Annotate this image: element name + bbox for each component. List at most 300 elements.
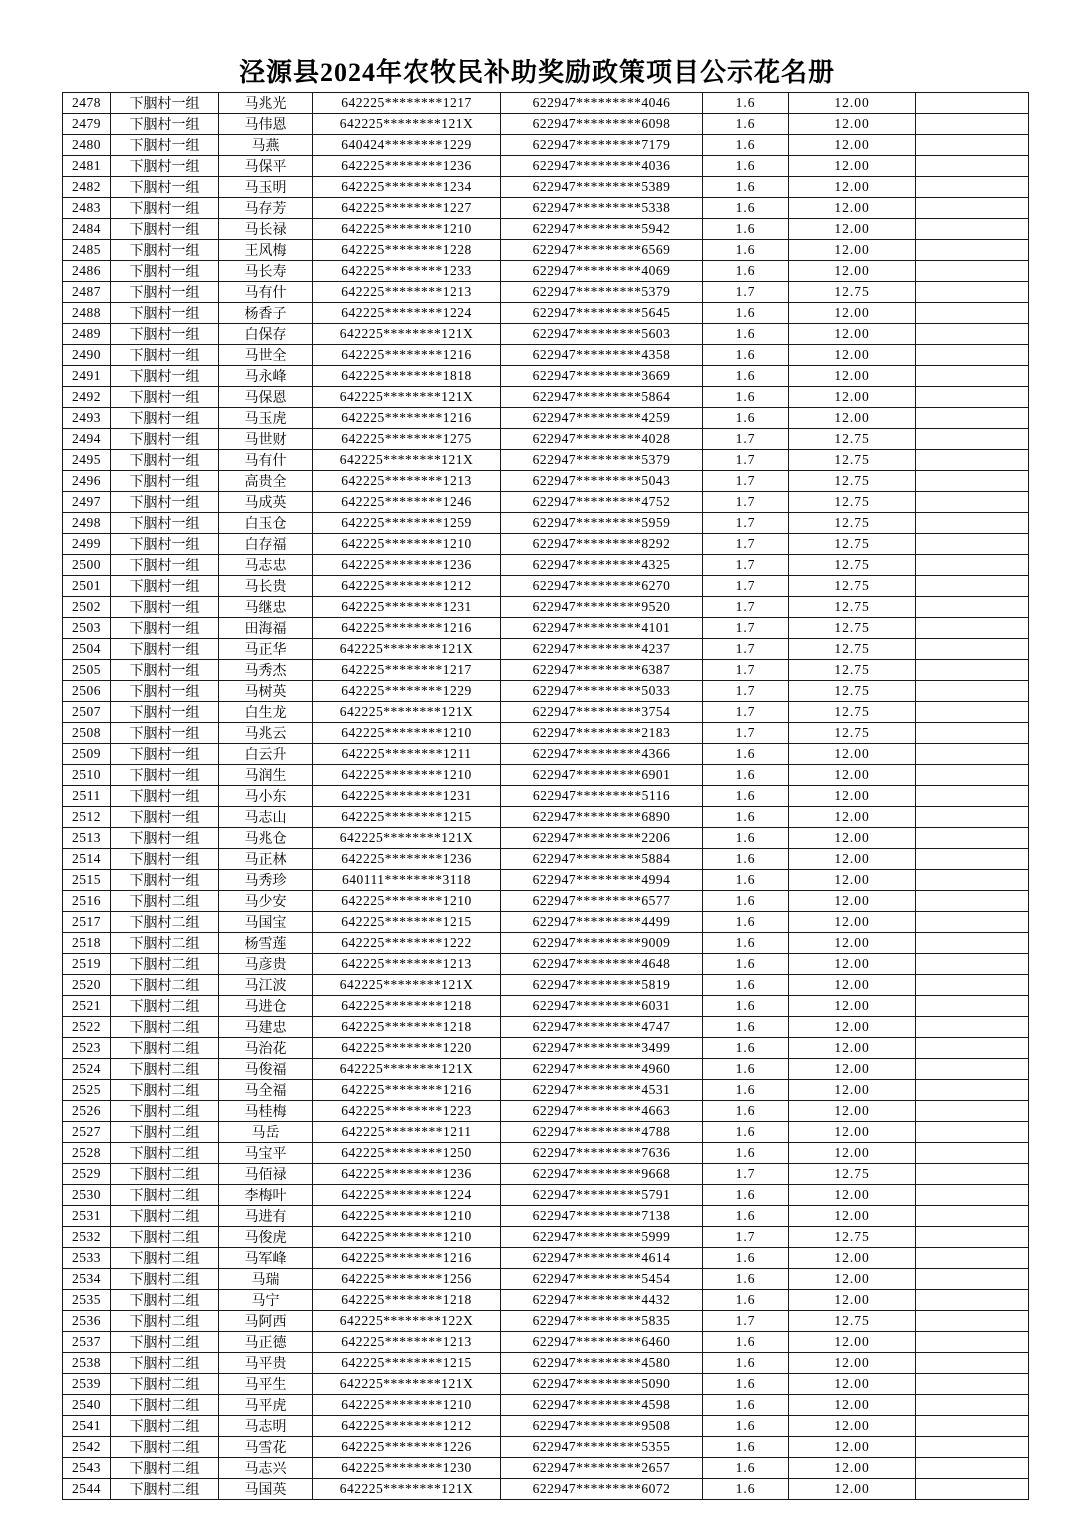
cell-rate: 1.6 <box>703 1143 789 1164</box>
cell-remark <box>916 282 1029 303</box>
cell-village-group: 下胭村一组 <box>111 618 219 639</box>
cell-remark <box>916 723 1029 744</box>
cell-rate: 1.6 <box>703 1101 789 1122</box>
cell-remark <box>916 786 1029 807</box>
cell-amount: 12.00 <box>789 1458 916 1479</box>
cell-serial: 2544 <box>63 1479 111 1500</box>
cell-amount: 12.00 <box>789 219 916 240</box>
cell-bank-account-masked: 622947*********4994 <box>501 870 703 891</box>
cell-id-number-masked: 642225********1275 <box>313 429 501 450</box>
cell-serial: 2519 <box>63 954 111 975</box>
cell-bank-account-masked: 622947*********7179 <box>501 135 703 156</box>
cell-rate: 1.6 <box>703 1479 789 1500</box>
cell-amount: 12.00 <box>789 1059 916 1080</box>
table-row <box>63 93 1029 114</box>
cell-amount: 12.00 <box>789 93 916 114</box>
cell-remark <box>916 513 1029 534</box>
cell-id-number-masked: 642225********121X <box>313 828 501 849</box>
cell-name: 马志兴 <box>219 1458 313 1479</box>
cell-serial: 2501 <box>63 576 111 597</box>
cell-serial: 2493 <box>63 408 111 429</box>
cell-name: 马秀杰 <box>219 660 313 681</box>
cell-id-number-masked: 642225********1213 <box>313 471 501 492</box>
cell-rate: 1.6 <box>703 765 789 786</box>
cell-rate: 1.6 <box>703 408 789 429</box>
table-row <box>63 618 1029 639</box>
cell-id-number-masked: 642225********1211 <box>313 744 501 765</box>
cell-bank-account-masked: 622947*********5379 <box>501 282 703 303</box>
cell-rate: 1.6 <box>703 1122 789 1143</box>
cell-rate: 1.6 <box>703 324 789 345</box>
cell-remark <box>916 912 1029 933</box>
table-row <box>63 1206 1029 1227</box>
cell-rate: 1.6 <box>703 219 789 240</box>
cell-village-group: 下胭村一组 <box>111 303 219 324</box>
table-row <box>63 1353 1029 1374</box>
cell-name: 马宁 <box>219 1290 313 1311</box>
cell-village-group: 下胭村二组 <box>111 1458 219 1479</box>
cell-remark <box>916 744 1029 765</box>
cell-remark <box>916 1206 1029 1227</box>
cell-name: 马伟恩 <box>219 114 313 135</box>
cell-village-group: 下胭村一组 <box>111 870 219 891</box>
cell-serial: 2528 <box>63 1143 111 1164</box>
cell-remark <box>916 933 1029 954</box>
cell-name: 马志明 <box>219 1416 313 1437</box>
cell-amount: 12.00 <box>789 954 916 975</box>
cell-remark <box>916 1332 1029 1353</box>
table-row <box>63 513 1029 534</box>
cell-amount: 12.75 <box>789 681 916 702</box>
cell-remark <box>916 639 1029 660</box>
cell-amount: 12.00 <box>789 408 916 429</box>
cell-bank-account-masked: 622947*********4036 <box>501 156 703 177</box>
table-row <box>63 1437 1029 1458</box>
cell-id-number-masked: 642225********1220 <box>313 1038 501 1059</box>
cell-name: 马保平 <box>219 156 313 177</box>
cell-name: 王风梅 <box>219 240 313 261</box>
cell-rate: 1.6 <box>703 114 789 135</box>
cell-id-number-masked: 642225********1236 <box>313 555 501 576</box>
cell-id-number-masked: 642225********1223 <box>313 1101 501 1122</box>
cell-serial: 2509 <box>63 744 111 765</box>
table-row <box>63 114 1029 135</box>
cell-amount: 12.75 <box>789 723 916 744</box>
cell-serial: 2518 <box>63 933 111 954</box>
cell-rate: 1.6 <box>703 303 789 324</box>
cell-rate: 1.6 <box>703 261 789 282</box>
table-row <box>63 1038 1029 1059</box>
cell-remark <box>916 1479 1029 1500</box>
cell-name: 马润生 <box>219 765 313 786</box>
cell-serial: 2512 <box>63 807 111 828</box>
cell-id-number-masked: 642225********1222 <box>313 933 501 954</box>
cell-village-group: 下胭村一组 <box>111 471 219 492</box>
cell-remark <box>916 891 1029 912</box>
cell-serial: 2505 <box>63 660 111 681</box>
cell-village-group: 下胭村二组 <box>111 1374 219 1395</box>
cell-serial: 2496 <box>63 471 111 492</box>
cell-id-number-masked: 642225********1231 <box>313 786 501 807</box>
cell-village-group: 下胭村一组 <box>111 744 219 765</box>
cell-id-number-masked: 642225********1256 <box>313 1269 501 1290</box>
cell-amount: 12.75 <box>789 1227 916 1248</box>
cell-name: 马平虎 <box>219 1395 313 1416</box>
table-row <box>63 1080 1029 1101</box>
cell-bank-account-masked: 622947*********3669 <box>501 366 703 387</box>
cell-id-number-masked: 640424********1229 <box>313 135 501 156</box>
table-row <box>63 1248 1029 1269</box>
cell-amount: 12.75 <box>789 513 916 534</box>
cell-remark <box>916 534 1029 555</box>
cell-bank-account-masked: 622947*********5454 <box>501 1269 703 1290</box>
cell-serial: 2478 <box>63 93 111 114</box>
cell-remark <box>916 303 1029 324</box>
cell-id-number-masked: 642225********1210 <box>313 1227 501 1248</box>
cell-remark <box>916 870 1029 891</box>
cell-serial: 2506 <box>63 681 111 702</box>
table-row <box>63 870 1029 891</box>
cell-rate: 1.7 <box>703 450 789 471</box>
cell-id-number-masked: 642225********1231 <box>313 597 501 618</box>
cell-bank-account-masked: 622947*********4499 <box>501 912 703 933</box>
cell-name: 马兆云 <box>219 723 313 744</box>
cell-name: 马岳 <box>219 1122 313 1143</box>
cell-amount: 12.00 <box>789 1101 916 1122</box>
cell-name: 马进有 <box>219 1206 313 1227</box>
cell-remark <box>916 954 1029 975</box>
table-row <box>63 975 1029 996</box>
table-row <box>63 555 1029 576</box>
cell-remark <box>916 387 1029 408</box>
cell-id-number-masked: 642225********122X <box>313 1311 501 1332</box>
cell-remark <box>916 471 1029 492</box>
cell-name: 马世全 <box>219 345 313 366</box>
cell-bank-account-masked: 622947*********5033 <box>501 681 703 702</box>
cell-remark <box>916 1416 1029 1437</box>
table-row <box>63 261 1029 282</box>
cell-village-group: 下胭村二组 <box>111 1332 219 1353</box>
cell-bank-account-masked: 622947*********4432 <box>501 1290 703 1311</box>
cell-serial: 2525 <box>63 1080 111 1101</box>
cell-village-group: 下胭村一组 <box>111 345 219 366</box>
cell-amount: 12.00 <box>789 870 916 891</box>
cell-remark <box>916 1311 1029 1332</box>
cell-amount: 12.00 <box>789 345 916 366</box>
cell-village-group: 下胭村二组 <box>111 1395 219 1416</box>
cell-name: 白保存 <box>219 324 313 345</box>
cell-name: 马雪花 <box>219 1437 313 1458</box>
cell-id-number-masked: 642225********1215 <box>313 1353 501 1374</box>
cell-id-number-masked: 642225********1210 <box>313 891 501 912</box>
cell-name: 马江波 <box>219 975 313 996</box>
cell-name: 马国宝 <box>219 912 313 933</box>
cell-rate: 1.6 <box>703 387 789 408</box>
cell-serial: 2491 <box>63 366 111 387</box>
cell-name: 李梅叶 <box>219 1185 313 1206</box>
table-row <box>63 534 1029 555</box>
table-row <box>63 849 1029 870</box>
cell-serial: 2529 <box>63 1164 111 1185</box>
cell-bank-account-masked: 622947*********2206 <box>501 828 703 849</box>
cell-village-group: 下胭村二组 <box>111 1479 219 1500</box>
cell-rate: 1.6 <box>703 1248 789 1269</box>
cell-name: 马秀珍 <box>219 870 313 891</box>
cell-bank-account-masked: 622947*********3754 <box>501 702 703 723</box>
cell-village-group: 下胭村一组 <box>111 429 219 450</box>
cell-id-number-masked: 642225********1259 <box>313 513 501 534</box>
table-row <box>63 786 1029 807</box>
cell-village-group: 下胭村二组 <box>111 1437 219 1458</box>
cell-bank-account-masked: 622947*********5603 <box>501 324 703 345</box>
table-row <box>63 660 1029 681</box>
cell-rate: 1.6 <box>703 156 789 177</box>
cell-rate: 1.7 <box>703 681 789 702</box>
cell-rate: 1.6 <box>703 912 789 933</box>
cell-village-group: 下胭村一组 <box>111 240 219 261</box>
cell-serial: 2511 <box>63 786 111 807</box>
table-row <box>63 744 1029 765</box>
cell-serial: 2503 <box>63 618 111 639</box>
cell-id-number-masked: 642225********1218 <box>313 996 501 1017</box>
cell-village-group: 下胭村一组 <box>111 681 219 702</box>
cell-bank-account-masked: 622947*********5884 <box>501 849 703 870</box>
cell-village-group: 下胭村二组 <box>111 1227 219 1248</box>
cell-remark <box>916 618 1029 639</box>
cell-village-group: 下胭村一组 <box>111 366 219 387</box>
cell-id-number-masked: 642225********121X <box>313 975 501 996</box>
cell-id-number-masked: 642225********121X <box>313 702 501 723</box>
cell-bank-account-masked: 622947*********4531 <box>501 1080 703 1101</box>
cell-village-group: 下胭村一组 <box>111 198 219 219</box>
cell-amount: 12.00 <box>789 1122 916 1143</box>
cell-village-group: 下胭村一组 <box>111 156 219 177</box>
cell-amount: 12.00 <box>789 1290 916 1311</box>
table-row <box>63 1458 1029 1479</box>
cell-rate: 1.6 <box>703 786 789 807</box>
cell-bank-account-masked: 622947*********5835 <box>501 1311 703 1332</box>
cell-serial: 2502 <box>63 597 111 618</box>
cell-rate: 1.7 <box>703 1311 789 1332</box>
cell-name: 马瑞 <box>219 1269 313 1290</box>
cell-amount: 12.75 <box>789 618 916 639</box>
cell-village-group: 下胭村一组 <box>111 828 219 849</box>
cell-rate: 1.6 <box>703 198 789 219</box>
cell-village-group: 下胭村一组 <box>111 765 219 786</box>
cell-village-group: 下胭村一组 <box>111 534 219 555</box>
cell-village-group: 下胭村二组 <box>111 1353 219 1374</box>
cell-id-number-masked: 642225********1216 <box>313 1080 501 1101</box>
cell-name: 马存芳 <box>219 198 313 219</box>
cell-name: 白生龙 <box>219 702 313 723</box>
cell-village-group: 下胭村一组 <box>111 849 219 870</box>
cell-village-group: 下胭村二组 <box>111 1101 219 1122</box>
cell-village-group: 下胭村一组 <box>111 807 219 828</box>
cell-remark <box>916 1080 1029 1101</box>
cell-bank-account-masked: 622947*********5043 <box>501 471 703 492</box>
cell-village-group: 下胭村二组 <box>111 1122 219 1143</box>
cell-bank-account-masked: 622947*********5645 <box>501 303 703 324</box>
cell-amount: 12.75 <box>789 429 916 450</box>
cell-bank-account-masked: 622947*********4788 <box>501 1122 703 1143</box>
cell-village-group: 下胭村二组 <box>111 1311 219 1332</box>
cell-serial: 2484 <box>63 219 111 240</box>
cell-village-group: 下胭村一组 <box>111 723 219 744</box>
cell-bank-account-masked: 622947*********4237 <box>501 639 703 660</box>
cell-bank-account-masked: 622947*********2657 <box>501 1458 703 1479</box>
cell-bank-account-masked: 622947*********5791 <box>501 1185 703 1206</box>
table-row <box>63 387 1029 408</box>
cell-serial: 2515 <box>63 870 111 891</box>
cell-amount: 12.00 <box>789 1437 916 1458</box>
table-row <box>63 1059 1029 1080</box>
cell-serial: 2537 <box>63 1332 111 1353</box>
cell-rate: 1.6 <box>703 870 789 891</box>
table-row <box>63 765 1029 786</box>
table-row <box>63 1122 1029 1143</box>
cell-serial: 2507 <box>63 702 111 723</box>
table-row <box>63 891 1029 912</box>
cell-name: 马志忠 <box>219 555 313 576</box>
table-row <box>63 1017 1029 1038</box>
cell-id-number-masked: 642225********1213 <box>313 282 501 303</box>
cell-rate: 1.6 <box>703 345 789 366</box>
cell-rate: 1.7 <box>703 555 789 576</box>
cell-village-group: 下胭村一组 <box>111 660 219 681</box>
cell-remark <box>916 1248 1029 1269</box>
cell-amount: 12.75 <box>789 471 916 492</box>
cell-name: 杨雪莲 <box>219 933 313 954</box>
cell-name: 马正德 <box>219 1332 313 1353</box>
cell-bank-account-masked: 622947*********4325 <box>501 555 703 576</box>
cell-rate: 1.6 <box>703 1416 789 1437</box>
cell-rate: 1.7 <box>703 702 789 723</box>
cell-village-group: 下胭村二组 <box>111 1164 219 1185</box>
cell-amount: 12.75 <box>789 1311 916 1332</box>
cell-rate: 1.6 <box>703 828 789 849</box>
cell-amount: 12.00 <box>789 1038 916 1059</box>
cell-remark <box>916 1059 1029 1080</box>
table-row <box>63 1311 1029 1332</box>
cell-rate: 1.6 <box>703 1395 789 1416</box>
cell-amount: 12.00 <box>789 156 916 177</box>
cell-rate: 1.7 <box>703 618 789 639</box>
cell-id-number-masked: 642225********1226 <box>313 1437 501 1458</box>
cell-name: 马玉明 <box>219 177 313 198</box>
cell-bank-account-masked: 622947*********4960 <box>501 1059 703 1080</box>
cell-name: 马佰禄 <box>219 1164 313 1185</box>
table-row <box>63 177 1029 198</box>
cell-village-group: 下胭村二组 <box>111 933 219 954</box>
cell-rate: 1.6 <box>703 1269 789 1290</box>
cell-name: 田海福 <box>219 618 313 639</box>
table-row <box>63 1395 1029 1416</box>
cell-remark <box>916 324 1029 345</box>
cell-amount: 12.00 <box>789 744 916 765</box>
table-row <box>63 429 1029 450</box>
cell-remark <box>916 1437 1029 1458</box>
cell-bank-account-masked: 622947*********6460 <box>501 1332 703 1353</box>
cell-rate: 1.6 <box>703 1353 789 1374</box>
cell-rate: 1.6 <box>703 975 789 996</box>
table-row <box>63 681 1029 702</box>
cell-remark <box>916 366 1029 387</box>
cell-rate: 1.7 <box>703 1164 789 1185</box>
cell-name: 马少安 <box>219 891 313 912</box>
cell-name: 马永峰 <box>219 366 313 387</box>
cell-id-number-masked: 642225********1230 <box>313 1458 501 1479</box>
cell-village-group: 下胭村二组 <box>111 975 219 996</box>
cell-rate: 1.6 <box>703 1185 789 1206</box>
cell-serial: 2500 <box>63 555 111 576</box>
cell-id-number-masked: 642225********1228 <box>313 240 501 261</box>
cell-remark <box>916 1290 1029 1311</box>
cell-id-number-masked: 642225********121X <box>313 1059 501 1080</box>
cell-rate: 1.7 <box>703 513 789 534</box>
cell-rate: 1.7 <box>703 492 789 513</box>
cell-serial: 2535 <box>63 1290 111 1311</box>
cell-village-group: 下胭村一组 <box>111 597 219 618</box>
cell-rate: 1.7 <box>703 282 789 303</box>
cell-bank-account-masked: 622947*********5864 <box>501 387 703 408</box>
cell-serial: 2534 <box>63 1269 111 1290</box>
cell-id-number-masked: 642225********1215 <box>313 912 501 933</box>
cell-bank-account-masked: 622947*********6387 <box>501 660 703 681</box>
cell-serial: 2480 <box>63 135 111 156</box>
cell-remark <box>916 1227 1029 1248</box>
cell-amount: 12.00 <box>789 891 916 912</box>
cell-remark <box>916 1017 1029 1038</box>
cell-id-number-masked: 642225********1236 <box>313 156 501 177</box>
cell-remark <box>916 408 1029 429</box>
cell-bank-account-masked: 622947*********9520 <box>501 597 703 618</box>
cell-village-group: 下胭村二组 <box>111 1038 219 1059</box>
cell-bank-account-masked: 622947*********4747 <box>501 1017 703 1038</box>
cell-bank-account-masked: 622947*********4752 <box>501 492 703 513</box>
cell-remark <box>916 597 1029 618</box>
cell-serial: 2530 <box>63 1185 111 1206</box>
cell-name: 高贵全 <box>219 471 313 492</box>
cell-amount: 12.75 <box>789 534 916 555</box>
cell-rate: 1.7 <box>703 660 789 681</box>
cell-village-group: 下胭村二组 <box>111 1269 219 1290</box>
cell-serial: 2489 <box>63 324 111 345</box>
cell-amount: 12.00 <box>789 366 916 387</box>
cell-name: 白玉仓 <box>219 513 313 534</box>
cell-serial: 2539 <box>63 1374 111 1395</box>
cell-bank-account-masked: 622947*********6569 <box>501 240 703 261</box>
cell-id-number-masked: 642225********1234 <box>313 177 501 198</box>
cell-village-group: 下胭村二组 <box>111 1416 219 1437</box>
cell-rate: 1.6 <box>703 177 789 198</box>
cell-name: 马平贵 <box>219 1353 313 1374</box>
table-row <box>63 303 1029 324</box>
cell-id-number-masked: 642225********1210 <box>313 534 501 555</box>
cell-remark <box>916 828 1029 849</box>
cell-amount: 12.00 <box>789 387 916 408</box>
cell-serial: 2497 <box>63 492 111 513</box>
cell-bank-account-masked: 622947*********4663 <box>501 1101 703 1122</box>
cell-rate: 1.6 <box>703 240 789 261</box>
cell-bank-account-masked: 622947*********4598 <box>501 1395 703 1416</box>
cell-serial: 2490 <box>63 345 111 366</box>
cell-serial: 2486 <box>63 261 111 282</box>
cell-id-number-masked: 642225********1216 <box>313 1248 501 1269</box>
cell-serial: 2523 <box>63 1038 111 1059</box>
cell-serial: 2516 <box>63 891 111 912</box>
cell-id-number-masked: 642225********1233 <box>313 261 501 282</box>
cell-id-number-masked: 642225********1213 <box>313 1332 501 1353</box>
